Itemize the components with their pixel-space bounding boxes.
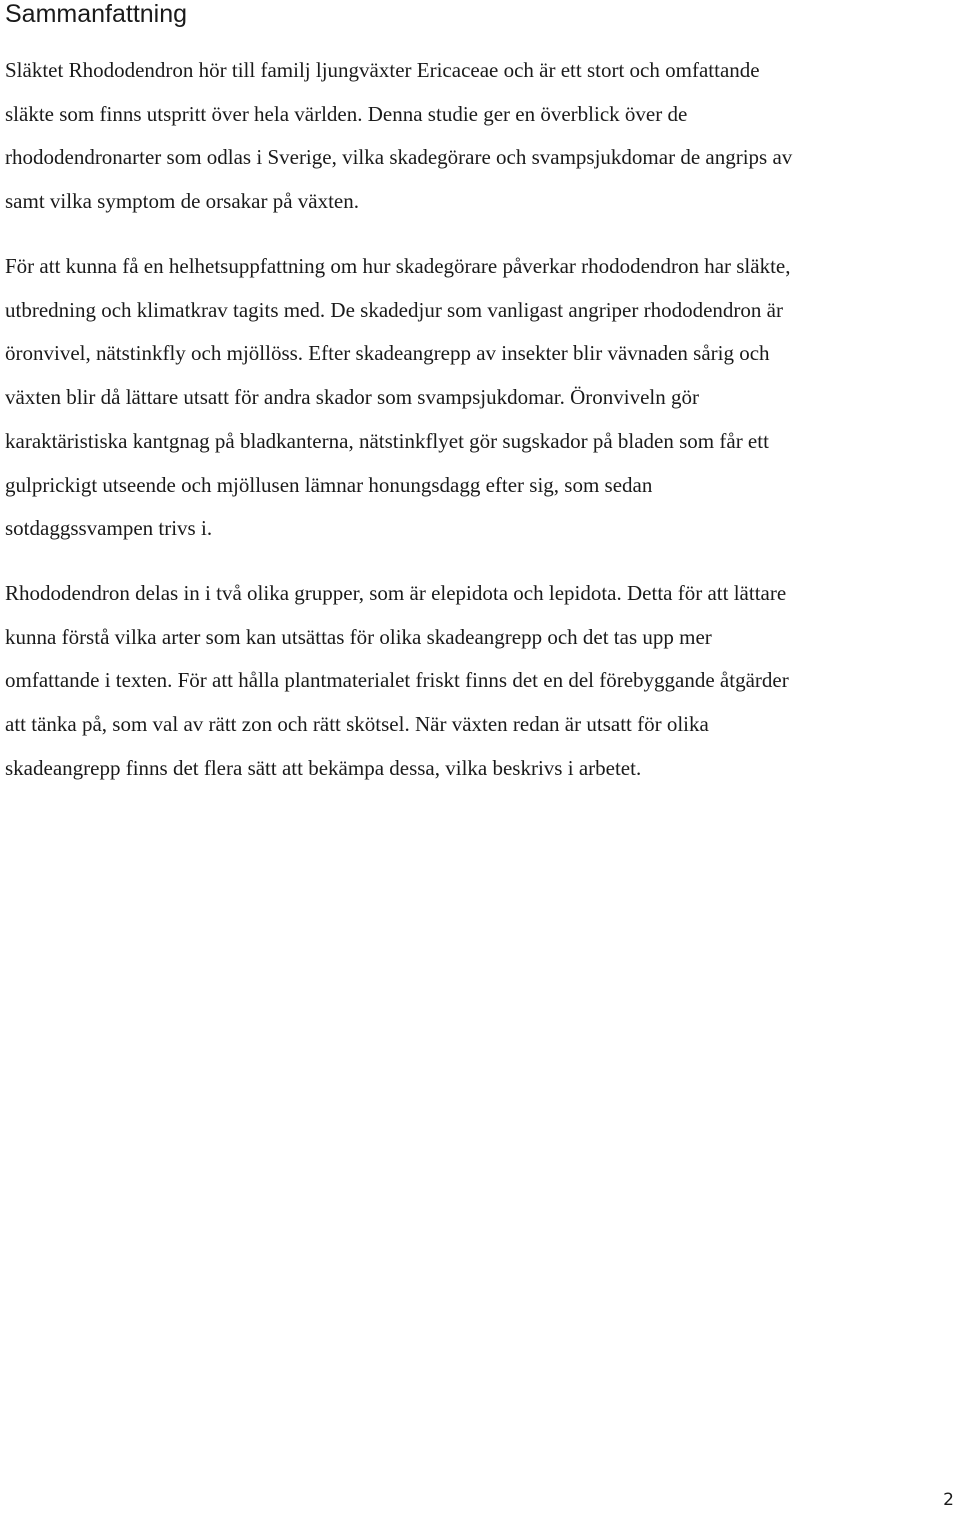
- text-line: För att kunna få en helhetsuppfattning om hur skadegörare påverkar rhododendron har släkte,: [5, 254, 791, 278]
- text-line: Släktet Rhododendron hör till familj ljungväxter Ericaceae och är ett stort och omfattande: [5, 58, 760, 82]
- text-line: öronvivel, nätstinkfly och mjöllöss. Efter skadeangrepp av insekter blir vävnaden sårig och: [5, 341, 770, 366]
- text-line: sotdaggssvampen trivs i.: [5, 516, 213, 541]
- text-line: att tänka på, som val av rätt zon och rätt skötsel. När växten redan är utsatt för olika: [5, 712, 709, 737]
- text-line: utbredning och klimatkrav tagits med. De skadedjur som vanligast angriper rhododendron är: [5, 297, 783, 322]
- summary-paragraph-3: [5, 572, 957, 791]
- page-heading: Sammanfattning: [5, 0, 188, 28]
- text-line: gulprickigt utseende och mjöllusen lämnar honungsdagg efter sig, som sedan: [5, 472, 653, 497]
- summary-paragraph-1: [5, 49, 957, 224]
- text-line: skadeangrepp finns det flera sätt att bekämpa dessa, vilka beskrivs i arbetet.: [5, 755, 642, 780]
- text-line: Rhododendron delas in i två olika grupper, som är elepidota och lepidota. Detta för att lättare: [5, 581, 787, 605]
- text-line: kunna förstå vilka arter som kan utsättas för olika skadeangrepp och det tas upp mer: [5, 624, 712, 649]
- text-line: samt vilka symptom de orsakar på växten.: [5, 189, 359, 214]
- page-number: 2: [943, 1490, 954, 1510]
- text-line: omfattande i texten. För att hålla plantmaterialet friskt finns det en del förebyggande åtgärder: [5, 668, 789, 693]
- summary-paragraph-2: [5, 245, 957, 551]
- text-line: rhododendronarter som odlas i Sverige, vilka skadegörare och svampsjukdomar de angrips av: [5, 145, 793, 170]
- text-line: karaktäristiska kantgnag på bladkanterna, nätstinkflyet gör sugskador på bladen som får ett: [5, 428, 769, 453]
- text-line: släkte som finns utspritt över hela världen. Denna studie ger en överblick över de: [5, 101, 688, 126]
- text-line: växten blir då lättare utsatt för andra skador som svampsjukdomar. Öronviveln gör: [5, 385, 699, 410]
